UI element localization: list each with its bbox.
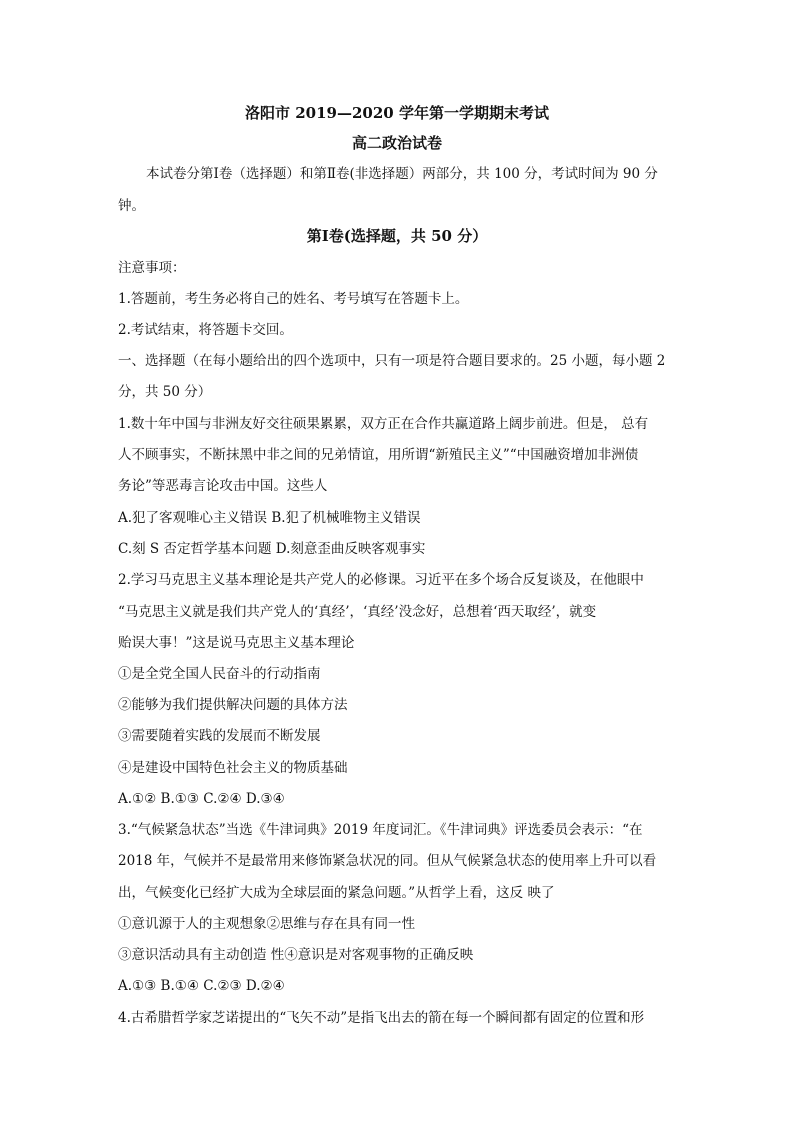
q1-stem-line: 人不顾事实，不断抹黑中非之间的兄弟情谊，用所谓“新殖民主义”“中国融资增加非洲债	[118, 447, 639, 463]
q2-item: ②能够为我们提供解决问题的具体方法	[118, 697, 348, 713]
q2-options: A.①② B.①③ C.②④ D.③④	[118, 791, 285, 807]
q1-stem-line: 务论”等恶毒言论攻击中国。这些人	[118, 478, 328, 494]
intro-line-2: 钟。	[118, 198, 145, 214]
q2-item: ④是建设中国特色社会主义的物质基础	[118, 760, 348, 776]
q1-stem-line: 1.数十年中国与非洲友好交往硕果累累，双方正在合作共赢道路上阔步前进。但是， 总有	[118, 416, 649, 432]
q2-stem-line: 贻误大事！”这是说马克思主义基本理论	[118, 635, 355, 651]
exam-subtitle: 高二政治试卷	[351, 134, 442, 152]
intro-line-1: 本试卷分第Ⅰ卷（选择题）和第Ⅱ卷(非选择题）两部分，共 100 分，考试时间为 90 分	[146, 166, 658, 182]
q2-item: ①是全党全国人民奋斗的行动指南	[118, 666, 321, 682]
q3-item: ①意讥源于人的主观想象②思维与存在具有同一性	[118, 916, 415, 932]
q3-item: ③意识活动具有主动创造 性④意识是对客观事物的正确反映	[118, 947, 474, 963]
exam-title: 洛阳市 2019—2020 学年第一学期期末考试	[245, 104, 549, 122]
part-intro-line: 分，共 50 分）	[118, 384, 212, 400]
section-heading: 第Ⅰ卷(选择题，共 50 分）	[306, 227, 488, 245]
q2-stem-line: 2.学习马克思主义基本理论是共产党人的必修课。习近平在多个场合反复谈及，在他眼中	[118, 572, 644, 588]
q1-options-line: A.犯了客观唯心主义错误 B.犯了机械唯物主义错误	[118, 510, 421, 526]
notice-item: 2.考试结束，将答题卡交回。	[118, 322, 293, 338]
notice-item: 1.答题前，考生务必将自己的姓名、考号填写在答题卡上。	[118, 291, 469, 307]
part-intro-line: 一、选择题（在每小题给出的四个选项中，只有一项是符合题目要求的。25 小题，每小题 2	[118, 353, 666, 369]
q2-stem-line: “马克思主义就是我们共产党人的‘真经’，‘真经’没念好，总想着‘西天取经’，就变	[118, 604, 597, 620]
q3-options: A.①③ B.①④ C.②③ D.②④	[118, 978, 285, 994]
q4-stem-line: 4.古希腊哲学家芝诺提出的“飞矢不动”是指飞出去的箭在每一个瞬间都有固定的位置和形	[118, 1010, 645, 1026]
q1-options-line: C.刻 S 否定哲学基本问题 D.刻意歪曲反映客观事实	[118, 541, 426, 557]
q3-stem-line: 2018 年，气候并不是最常用来修饰紧急状况的同。但从气候紧急状态的使用率上升可以看	[118, 853, 657, 869]
q2-item: ③需要随着实践的发展而不断发展	[118, 728, 321, 744]
q3-stem-line: 出，气候变化已经扩大成为全球层面的紧急问题。”从哲学上看，这反 映了	[118, 885, 555, 901]
q3-stem-line: 3.“气候紧急状态”当选《牛津词典》2019 年度词汇。《牛津词典》评选委员会表示：“在	[118, 822, 643, 838]
notice-title: 注意事项：	[118, 260, 186, 276]
